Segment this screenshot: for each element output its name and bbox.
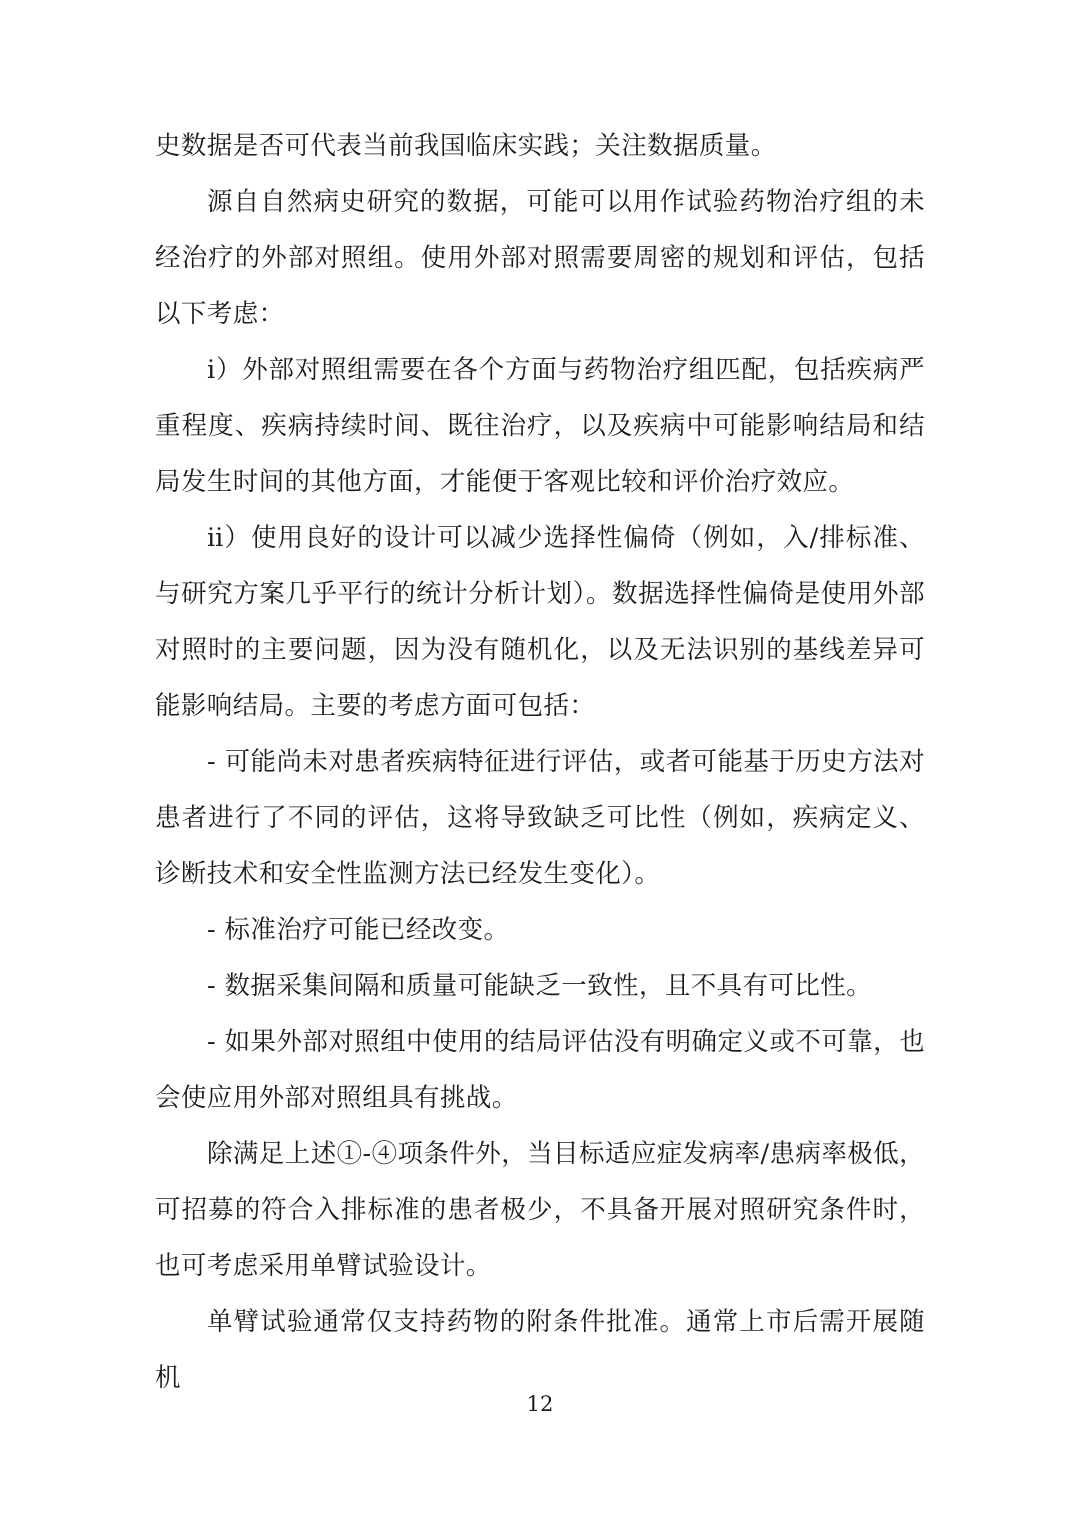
paragraph-consideration-ii: ⅱ）使用良好的设计可以减少选择性偏倚（例如，入/排标准、与研究方案几乎平行的统计分析计划）。数据选择性偏倚是使用外部对照时的主要问题，因为没有随机化，以及无法识别的基线差异可能影响结局。主要的考虑方面可包括： <box>155 523 925 721</box>
paragraph-single-arm-conditions: 除满足上述①-④项条件外，当目标适应症发病率/患病率极低，可招募的符合入排标准的患者极少，不具备开展对照研究条件时，也可考虑采用单臂试验设计。 <box>155 1139 925 1281</box>
paragraph-bullet-data-collection: - 数据采集间隔和质量可能缺乏一致性，且不具有可比性。 <box>207 971 873 1001</box>
paragraph-bullet-standard-of-care: - 标准治疗可能已经改变。 <box>207 915 510 945</box>
paragraph-single-arm-approval: 单臂试验通常仅支持药物的附条件批准。通常上市后需开展随机 <box>155 1307 925 1393</box>
paragraph-bullet-assessment: - 可能尚未对患者疾病特征进行评估，或者可能基于历史方法对患者进行了不同的评估，这将导致缺乏可比性（例如，疾病定义、诊断技术和安全性监测方法已经发生变化）。 <box>155 747 925 889</box>
page-number: 12 <box>526 1392 554 1416</box>
paragraph-continuation: 史数据是否可代表当前我国临床实践；关注数据质量。 <box>155 131 777 161</box>
document-body <box>155 118 925 1406</box>
paragraph-natural-history-data: 源自自然病史研究的数据，可能可以用作试验药物治疗组的未经治疗的外部对照组。使用外部对照需要周密的规划和评估，包括以下考虑： <box>155 187 925 329</box>
paragraph-consideration-i: ⅰ）外部对照组需要在各个方面与药物治疗组匹配，包括疾病严重程度、疾病持续时间、既往治疗，以及疾病中可能影响结局和结局发生时间的其他方面，才能便于客观比较和评价治疗效应。 <box>155 355 925 497</box>
paragraph-bullet-outcome-assessment: - 如果外部对照组中使用的结局评估没有明确定义或不可靠，也会使应用外部对照组具有挑战。 <box>155 1027 925 1113</box>
